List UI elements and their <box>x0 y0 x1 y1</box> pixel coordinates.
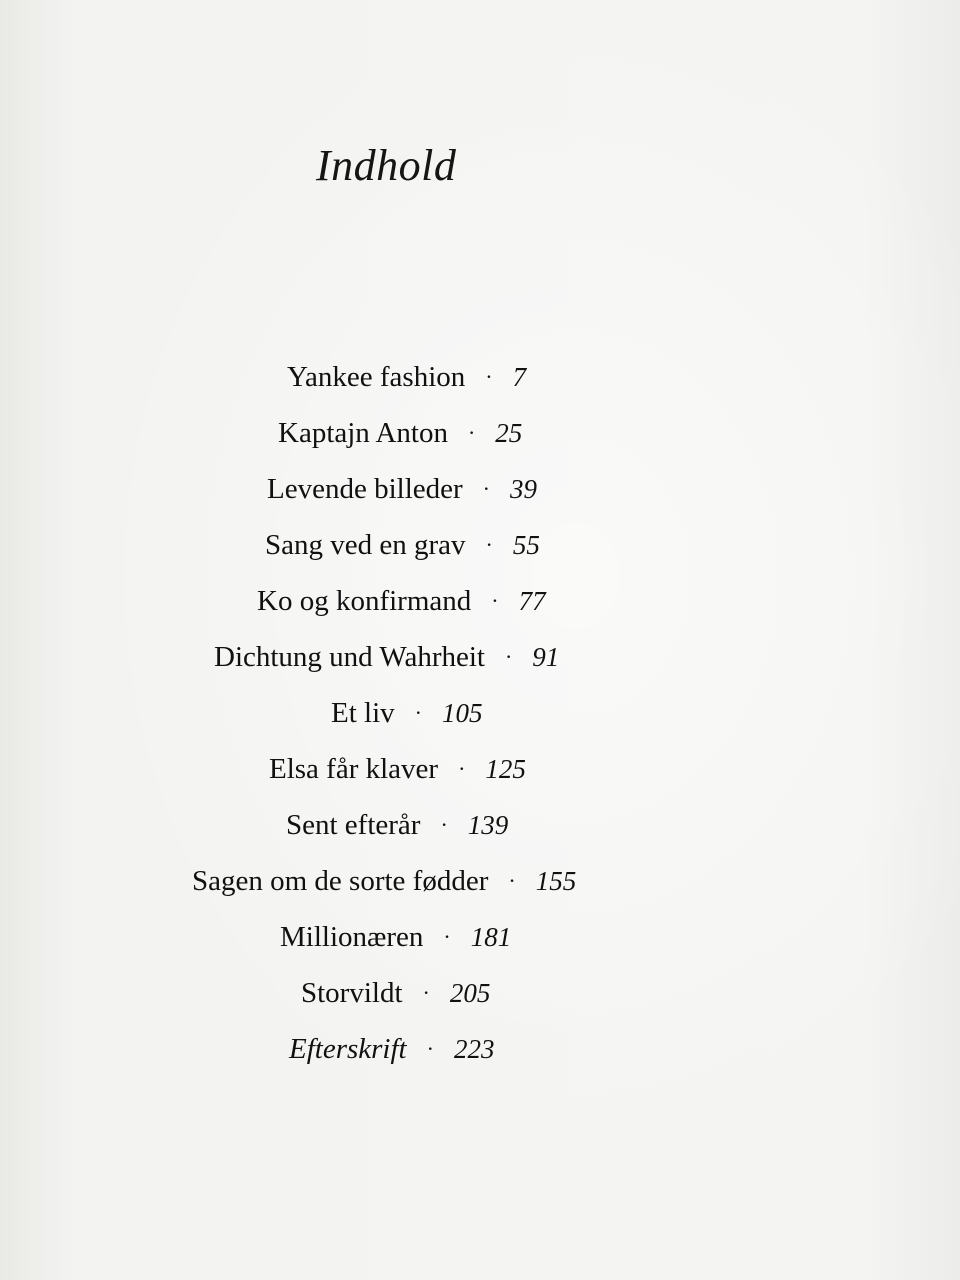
toc-separator: · <box>414 700 422 725</box>
toc-separator: · <box>485 532 493 557</box>
toc-entry-title: Et liv <box>331 697 395 729</box>
toc-page-number: 39 <box>509 474 537 504</box>
toc-entry-title: Dichtung und Wahrheit <box>214 641 485 673</box>
toc-page-number: 7 <box>512 362 527 392</box>
toc-entry <box>265 520 540 570</box>
toc-entry-title: Levende billeder <box>267 473 463 505</box>
toc-entry <box>331 688 482 738</box>
toc-entry-title: Sang ved en grav <box>265 529 466 561</box>
toc-page-number: 55 <box>512 530 540 560</box>
toc-entry <box>286 800 508 850</box>
toc-page-number: 77 <box>518 586 546 616</box>
toc-entry <box>280 912 511 962</box>
toc-entry-title: Sent efterår <box>286 809 421 841</box>
toc-page-number: 91 <box>532 642 560 672</box>
toc-separator: · <box>467 420 476 445</box>
toc-separator: · <box>458 756 466 781</box>
toc-entry-title: Millionæren <box>280 921 424 953</box>
toc-page-number: 181 <box>470 922 512 952</box>
toc-separator: · <box>440 812 448 837</box>
toc-separator: · <box>443 924 451 949</box>
toc-page-number: 125 <box>485 754 526 784</box>
toc-separator: · <box>482 476 490 501</box>
toc-entry <box>192 856 576 906</box>
toc-separator: · <box>508 868 516 893</box>
toc-separator: · <box>504 644 513 669</box>
toc-entry <box>301 968 490 1018</box>
toc-separator: · <box>485 364 493 389</box>
toc-page-number: 25 <box>495 418 523 448</box>
toc-page-number: 205 <box>449 978 491 1008</box>
toc-page-number: 155 <box>535 866 577 896</box>
toc-separator: · <box>491 588 499 613</box>
toc-entry <box>289 1024 494 1074</box>
toc-entry-title: Sagen om de sorte fødder <box>192 865 489 897</box>
toc-page-number: 105 <box>441 698 483 728</box>
toc-entry-title: Yankee fashion <box>287 361 466 393</box>
toc-entry <box>287 352 526 402</box>
toc-entry-title: Kaptajn Anton <box>278 417 448 449</box>
toc-separator: · <box>426 1036 434 1061</box>
toc-entry <box>269 744 526 794</box>
toc-page-number: 223 <box>453 1034 495 1064</box>
page-title: Indhold <box>316 141 457 190</box>
toc-entry <box>278 408 522 458</box>
toc-page-number: 139 <box>467 810 509 840</box>
toc-entry <box>257 576 546 626</box>
toc-entry-title: Storvildt <box>301 977 403 1009</box>
toc-entry-title: Elsa får klaver <box>269 753 439 785</box>
toc-entry-title: Ko og konfirmand <box>257 585 472 617</box>
toc-entry <box>214 632 559 682</box>
toc-separator: · <box>422 980 430 1005</box>
toc-entry <box>267 464 537 514</box>
toc-entry-title: Efterskrift <box>289 1033 407 1065</box>
